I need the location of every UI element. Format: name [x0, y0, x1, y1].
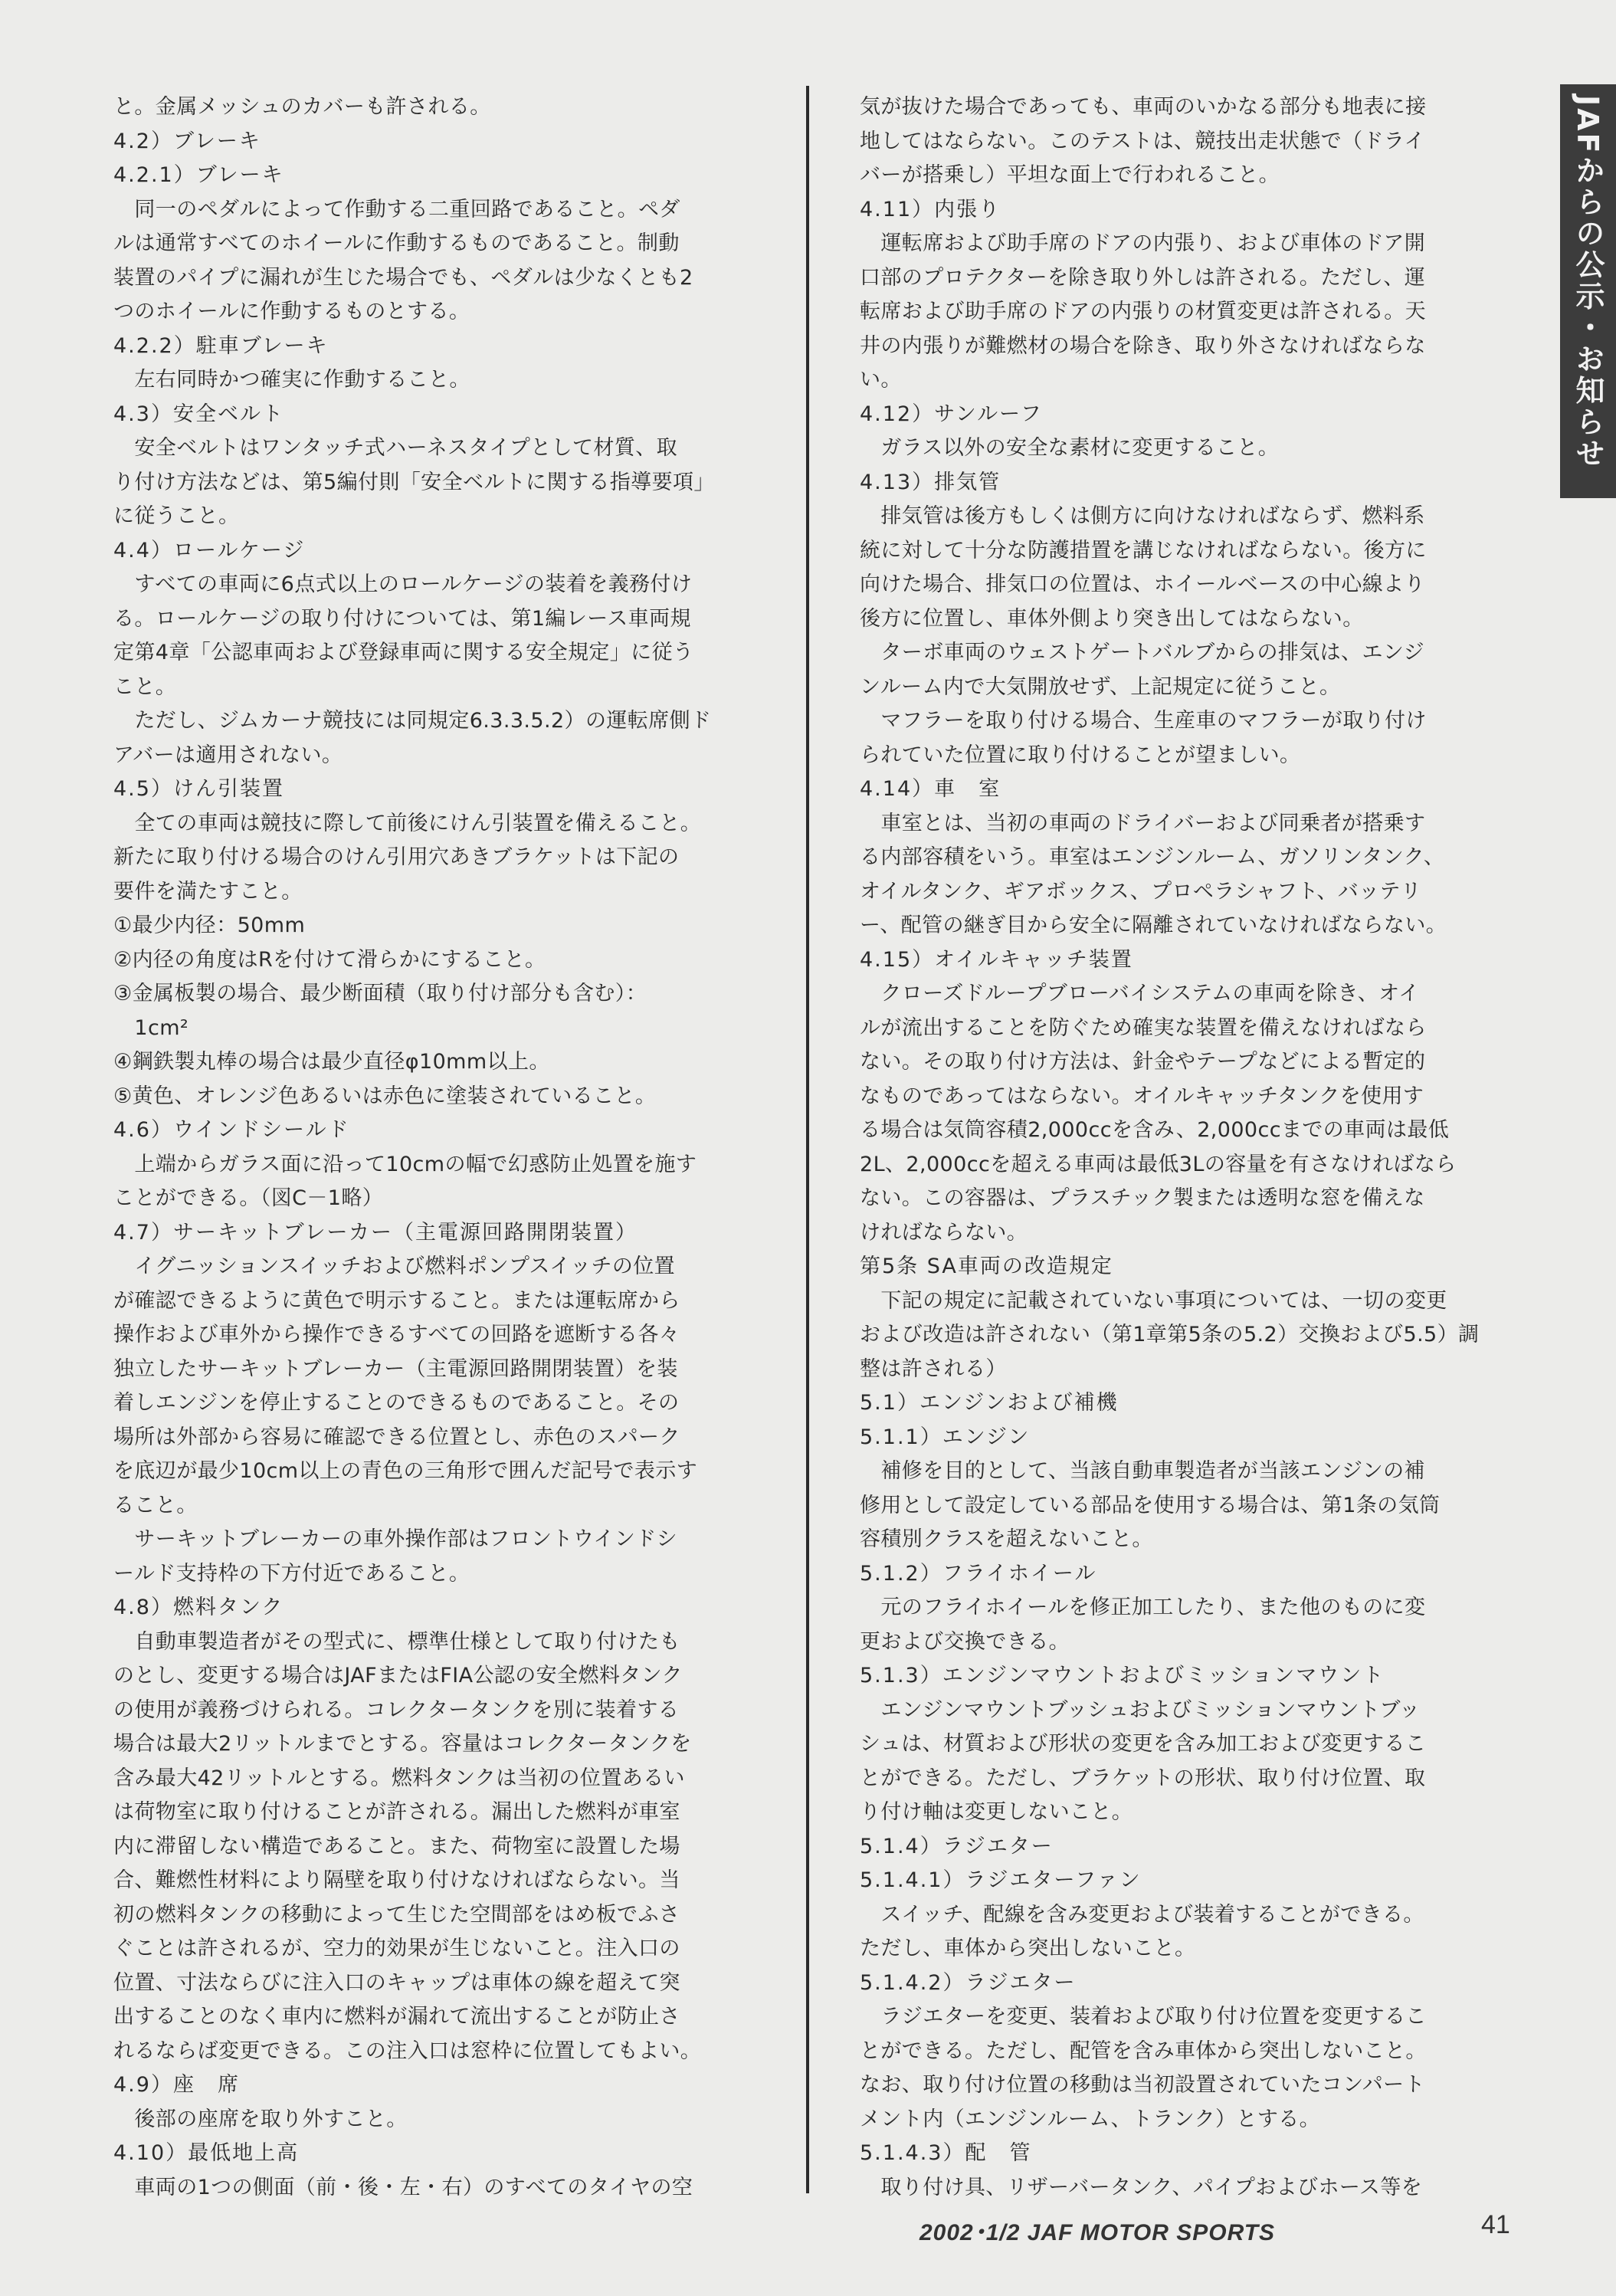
text-line: 5.1.3）エンジンマウントおよびミッションマウント [860, 1664, 1385, 1688]
text-line: ンルーム内で大気開放せず、上記規定に従うこと。 [860, 674, 1341, 699]
text-line: ない。その取り付け方法は、針金やテープなどによる暫定的 [860, 1050, 1426, 1074]
text-line: 要件を満たすこと。 [113, 879, 303, 904]
text-line: 補修を目的として、当該自動車製造者が当該エンジンの補 [860, 1459, 1425, 1483]
text-line: アバーは適用されない。 [113, 743, 343, 767]
text-line: が確認できるように黄色で明示すること。または運転席から [113, 1288, 680, 1313]
text-line: 5.1.4）ラジエター [860, 1834, 1054, 1858]
text-line: ③金属板製の場合、最少断面積（取り付け部分も含む）： [113, 982, 647, 1005]
text-line: ターボ車両のウェストゲートバルブからの排気は、エンジ [860, 641, 1424, 664]
text-line: 同一のペダルによって作動する二重回路であること。ペダ [113, 197, 680, 221]
text-line: 下記の規定に記載されていない事項については、一切の変更 [860, 1288, 1447, 1313]
text-line: 操作および車外から操作できるすべての回路を遮断する各々 [113, 1323, 680, 1346]
text-line: に従うこと。 [113, 504, 240, 528]
text-line: マフラーを取り付ける場合、生産車のマフラーが取り付け [860, 709, 1427, 733]
text-line: 4.8）燃料タンク [113, 1596, 284, 1619]
text-line: る。ロールケージの取り付けについては、第1編レース車両規 [113, 606, 691, 631]
text-line: 5.1.4.3）配 管 [860, 2141, 1032, 2165]
text-line: 地してはならない。このテストは、競技出走状態で（ドライ [860, 129, 1425, 153]
text-line: 口部のプロテクターを除き取り外しは許される。ただし、運 [860, 265, 1426, 290]
text-line: 運転席および助手席のドアの内張り、および車体のドア開 [860, 231, 1426, 255]
text-line: クローズドループブローバイシステムの車両を除き、オイ [860, 982, 1420, 1005]
text-line: 気が抜けた場合であっても、車両のいかなる部分も地表に接 [860, 95, 1427, 119]
text-line: 初の燃料タンクの移動によって生じた空間部をはめ板でふさ [113, 1902, 680, 1927]
text-line: ければならない。 [860, 1220, 1028, 1245]
text-line: る内部容積をいう。車室はエンジンルーム、ガソリンタンク、 [860, 845, 1445, 869]
text-line: 車両の1つの側面（前・後・左・右）のすべてのタイヤの空 [113, 2175, 693, 2199]
text-line: ラジエターを変更、装着および取り付け位置を変更するこ [860, 2005, 1427, 2029]
text-line: こと。 [113, 674, 177, 699]
text-line: ールド支持枠の下方付近であること。 [113, 1561, 470, 1586]
text-line: 4.5）けん引装置 [113, 777, 284, 801]
text-line: 位置、寸法ならびに注入口のキャップは車体の線を超えて突 [113, 1970, 680, 1995]
text-line: 4.4）ロールケージ [113, 538, 306, 563]
text-line: 第5条 SA車両の改造規定 [860, 1255, 1113, 1278]
text-line: 整は許される） [860, 1356, 1007, 1381]
text-line: ことができる。（図C－1略） [113, 1186, 384, 1210]
text-line: 転席および助手席のドアの内張りの材質変更は許される。天 [860, 300, 1426, 323]
text-line: シュは、材質および形状の変更を含み加工および変更するこ [860, 1732, 1427, 1756]
text-line: 着しエンジンを停止することのできるものであること。その [113, 1391, 680, 1415]
text-line: なお、取り付け位置の移動は当初設置されていたコンパート [860, 2073, 1425, 2097]
text-line: 4.3）安全ベルト [113, 402, 284, 426]
text-line: の使用が義務づけられる。コレクタータンクを別に装着する [113, 1697, 680, 1722]
text-line: サーキットブレーカーの車外操作部はフロントウインドシ [113, 1527, 678, 1551]
text-line: ⑤黄色、オレンジ色あるいは赤色に塗装されていること。 [113, 1084, 657, 1108]
text-line: 1cm² [113, 1015, 189, 1040]
text-line: 井の内張りが難燃材の場合を除き、取り外さなければならな [860, 333, 1426, 358]
text-line: ない。この容器は、プラスチック製または透明な窓を備えな [860, 1186, 1425, 1210]
text-line: 4.10）最低地上高 [113, 2141, 300, 2165]
text-line: すべての車両に6点式以上のロールケージの装着を義務付け [113, 572, 693, 596]
text-line: 車室とは、当初の車両のドライバーおよび同乗者が搭乗す [860, 811, 1426, 835]
text-line: ①最少内径：50mm [113, 913, 306, 937]
text-line: 場所は外部から容易に確認できる位置とし、赤色のスパーク [113, 1425, 680, 1449]
column-divider [806, 86, 809, 2193]
text-line: を底辺が最少10cm以上の青色の三角形で囲んだ記号で表示す [113, 1459, 698, 1483]
text-line: 4.2.2）駐車ブレーキ [113, 333, 329, 358]
text-line: 統に対して十分な防護措置を講じなければならない。後方に [860, 538, 1427, 563]
text-line: 5.1.2）フライホイール [860, 1561, 1097, 1586]
text-line: 4.11）内張り [860, 197, 1001, 221]
text-line: 4.2.1）ブレーキ [113, 163, 284, 187]
text-line: 向けた場合、排気口の位置は、ホイールベースの中心線より [860, 572, 1425, 596]
side-tab-label: JAFからの公示・お知らせ [1571, 95, 1605, 470]
left-text-column [113, 90, 757, 2205]
text-line: 独立したサーキットブレーカー（主電源回路開閉装置）を装 [113, 1356, 678, 1381]
text-line: 上端からガラス面に沿って10cmの幅で幻惑防止処置を施す [113, 1152, 697, 1176]
text-line: メント内（エンジンルーム、トランク）とする。 [860, 2107, 1321, 2131]
text-line: ただし、ジムカーナ競技には同規定6.3.3.5.2）の運転席側ド [113, 709, 712, 733]
text-line: 元のフライホイールを修正加工したり、また他のものに変 [860, 1596, 1426, 1619]
page-number: 41 [1481, 2210, 1510, 2239]
text-line: 容積別クラスを超えないこと。 [860, 1527, 1153, 1551]
text-line: る場合は気筒容積2,000ccを含み、2,000ccまでの車両は最低 [860, 1118, 1450, 1142]
text-line: 修用として設定している部品を使用する場合は、第1条の気筒 [860, 1493, 1441, 1517]
text-line: 4.2）ブレーキ [113, 129, 261, 153]
text-line: 4.7）サーキットブレーカー（主電源回路開閉装置） [113, 1220, 638, 1245]
text-line: ②内径の角度はRを付けて滑らかにすること。 [113, 947, 546, 972]
text-line: 4.12）サンルーフ [860, 402, 1043, 426]
text-line: 4.9）座 席 [113, 2073, 240, 2097]
text-line: なものであってはならない。オイルキャッチタンクを使用す [860, 1084, 1424, 1108]
text-line: イグニッションスイッチおよび燃料ポンプスイッチの位置 [113, 1255, 676, 1278]
text-line: 左右同時かつ確実に作動すること。 [113, 368, 470, 392]
text-line: 出することのなく車内に燃料が漏れて流出することが防止さ [113, 2005, 680, 2029]
text-line: とができる。ただし、ブラケットの形状、取り付け位置、取 [860, 1766, 1426, 1790]
text-line: オイルタンク、ギアボックス、プロペラシャフト、バッテリ [860, 879, 1422, 904]
text-line: ④鋼鉄製丸棒の場合は最少直径φ10mm以上。 [113, 1050, 550, 1074]
text-line: ルは通常すべてのホイールに作動するものであること。制動 [113, 231, 680, 255]
text-line: 合、難燃性材料により隔壁を取り付けなければならない。当 [113, 1868, 680, 1892]
text-line: バーが搭乗し）平坦な面上で行われること。 [860, 163, 1280, 187]
text-line: 5.1）エンジンおよび補機 [860, 1391, 1119, 1415]
text-line: 後方に位置し、車体外側より突き出してはならない。 [860, 606, 1364, 631]
text-line: ること。 [113, 1493, 198, 1517]
text-line: スイッチ、配線を含み変更および装着することができる。 [860, 1902, 1424, 1927]
text-line: ガラス以外の安全な素材に変更すること。 [860, 436, 1280, 460]
text-line: とができる。ただし、配管を含み車体から突出しないこと。 [860, 2039, 1427, 2063]
text-line: 含み最大42リットルとする。燃料タンクは当初の位置あるい [113, 1766, 685, 1790]
text-line: 4.14）車 室 [860, 777, 1001, 801]
text-line: 定第4章「公認車両および登録車両に関する安全規定」に従う [113, 641, 694, 664]
text-line: エンジンマウントブッシュおよびミッションマウントブッ [860, 1697, 1421, 1722]
text-line: 更および交換できる。 [860, 1629, 1070, 1654]
footer-publication: 2002･1/2 JAF MOTOR SPORTS [919, 2220, 1276, 2245]
right-text-column [860, 90, 1534, 2205]
text-line: つのホイールに作動するものとする。 [113, 300, 470, 323]
text-line: い。 [860, 368, 902, 392]
text-line: ただし、車体から突出しないこと。 [860, 1937, 1196, 1960]
text-line: 自動車製造者がその型式に、標準仕様として取り付けたも [113, 1629, 680, 1654]
text-line: 装置のパイプに漏れが生じた場合でも、ペダルは少なくとも2 [113, 265, 693, 290]
text-line: および改造は許されない（第1章第5条の5.2）交換および5.5）調 [860, 1323, 1480, 1346]
section-side-tab [1560, 84, 1616, 498]
text-line: 4.6）ウインドシールド [113, 1118, 350, 1142]
text-line: ー、配管の継ぎ目から安全に隔離されていなければならない。 [860, 913, 1447, 937]
text-line: は荷物室に取り付けることが許される。漏出した燃料が車室 [113, 1800, 680, 1824]
text-line: れるならば変更できる。この注入口は窓枠に位置してもよい。 [113, 2039, 702, 2063]
text-line: られていた位置に取り付けることが望ましい。 [860, 743, 1301, 767]
text-line: 場合は最大2リットルまでとする。容量はコレクタータンクを [113, 1732, 692, 1756]
text-line: 5.1.1）エンジン [860, 1425, 1031, 1449]
text-line: と。金属メッシュのカバーも許される。 [113, 95, 491, 119]
text-line: 後部の座席を取り外すこと。 [113, 2107, 408, 2131]
text-line: 4.13）排気管 [860, 470, 1001, 494]
text-line: り付け方法などは、第5編付則「安全ベルトに関する指導要項」 [113, 470, 715, 494]
text-line: 排気管は後方もしくは側方に向けなければならず、燃料系 [860, 504, 1425, 528]
text-line: 2L、2,000ccを超える車両は最低3Lの容量を有さなければなら [860, 1152, 1457, 1176]
text-line: のとし、変更する場合はJAFまたはFIA公認の安全燃料タンク [113, 1664, 683, 1688]
text-line: 5.1.4.2）ラジエター [860, 1970, 1077, 1995]
text-line: 新たに取り付ける場合のけん引用穴あきブラケットは下記の [113, 845, 680, 869]
text-line: 全ての車両は競技に際して前後にけん引装置を備えること。 [113, 811, 702, 835]
text-line: 5.1.4.1）ラジエターファン [860, 1868, 1142, 1892]
text-line: 4.15）オイルキャッチ装置 [860, 947, 1133, 972]
text-line: 安全ベルトはワンタッチ式ハーネスタイプとして材質、取 [113, 436, 678, 460]
text-line: ぐことは許されるが、空力的効果が生じないこと。注入口の [113, 1937, 680, 1960]
text-line: 取り付け具、リザーバータンク、パイプおよびホース等を [860, 2175, 1423, 2199]
text-line: 内に滞留しない構造であること。また、荷物室に設置した場 [113, 1834, 680, 1858]
text-line: り付け軸は変更しないこと。 [860, 1800, 1133, 1824]
text-line: ルが流出することを防ぐため確実な装置を備えなければなら [860, 1015, 1427, 1040]
